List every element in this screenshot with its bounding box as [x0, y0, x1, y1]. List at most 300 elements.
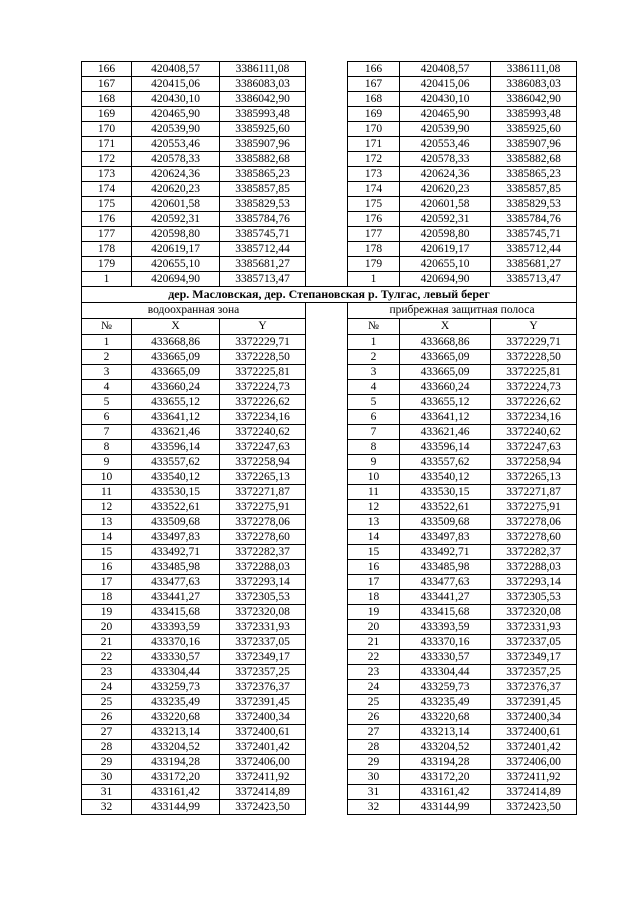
x-coordinate-cell: 433655,12: [400, 395, 491, 410]
gap-cell: [306, 350, 348, 365]
x-coordinate-cell: 433668,86: [132, 335, 220, 350]
point-number-cell: 17: [348, 575, 400, 590]
y-coordinate-cell: 3372423,50: [491, 800, 577, 815]
x-coordinate-cell: 433235,49: [132, 695, 220, 710]
coastal-protection-strip-label: прибрежная защитная полоса: [348, 303, 577, 319]
table-row: [82, 365, 577, 380]
y-coordinate-cell: 3372278,06: [220, 515, 306, 530]
y-coordinate-cell: 3372240,62: [491, 425, 577, 440]
y-coordinate-cell: 3372229,71: [491, 335, 577, 350]
y-coordinate-cell: 3372391,45: [220, 695, 306, 710]
x-coordinate-cell: 433621,46: [132, 425, 220, 440]
table-row: [82, 440, 577, 455]
y-coordinate-cell: 3372247,63: [220, 440, 306, 455]
y-coordinate-cell: 3372400,61: [491, 725, 577, 740]
point-number-cell: 172: [82, 152, 132, 167]
gap-cell: [306, 107, 348, 122]
x-coordinate-cell: 433621,46: [400, 425, 491, 440]
y-coordinate-cell: 3386111,08: [220, 62, 306, 77]
x-coordinate-cell: 420539,90: [400, 122, 491, 137]
point-number-cell: 7: [82, 425, 132, 440]
table-row: [82, 530, 577, 545]
y-coordinate-cell: 3385829,53: [220, 197, 306, 212]
table-row: [82, 227, 577, 242]
x-coordinate-cell: 420694,90: [400, 272, 491, 287]
y-coordinate-cell: 3385907,96: [220, 137, 306, 152]
x-coordinate-cell: 433194,28: [400, 755, 491, 770]
y-coordinate-cell: 3372226,62: [220, 395, 306, 410]
y-coordinate-cell: 3385712,44: [491, 242, 577, 257]
point-number-cell: 11: [82, 485, 132, 500]
gap-cell: [306, 410, 348, 425]
table-row: [82, 620, 577, 635]
table-row: [82, 92, 577, 107]
table-row: [82, 515, 577, 530]
y-coordinate-cell: 3385745,71: [491, 227, 577, 242]
point-number-cell: 27: [82, 725, 132, 740]
point-number-cell: 175: [82, 197, 132, 212]
point-number-cell: 1: [82, 335, 132, 350]
y-coordinate-cell: 3385745,71: [220, 227, 306, 242]
point-number-cell: 176: [348, 212, 400, 227]
table-row: [82, 785, 577, 800]
table-row: [82, 635, 577, 650]
y-coordinate-cell: 3385713,47: [491, 272, 577, 287]
x-coordinate-cell: 433393,59: [132, 620, 220, 635]
x-coordinate-cell: 433540,12: [400, 470, 491, 485]
point-number-cell: 21: [348, 635, 400, 650]
point-number-cell: 10: [82, 470, 132, 485]
table-row: [82, 800, 577, 815]
x-coordinate-cell: 420578,33: [132, 152, 220, 167]
header-number: №: [348, 319, 400, 335]
y-coordinate-cell: 3372357,25: [220, 665, 306, 680]
point-number-cell: 7: [348, 425, 400, 440]
point-number-cell: 177: [348, 227, 400, 242]
point-number-cell: 1: [348, 335, 400, 350]
point-number-cell: 169: [348, 107, 400, 122]
y-coordinate-cell: 3372414,89: [491, 785, 577, 800]
x-coordinate-cell: 433668,86: [400, 335, 491, 350]
point-number-cell: 19: [348, 605, 400, 620]
point-number-cell: 29: [348, 755, 400, 770]
zone-row: [82, 303, 577, 319]
x-coordinate-cell: 433144,99: [400, 800, 491, 815]
point-number-cell: 168: [82, 92, 132, 107]
y-coordinate-cell: 3372305,53: [220, 590, 306, 605]
x-coordinate-cell: 433540,12: [132, 470, 220, 485]
point-number-cell: 13: [82, 515, 132, 530]
gap-cell: [306, 590, 348, 605]
table-row: [82, 242, 577, 257]
table-row: [82, 665, 577, 680]
gap-cell: [306, 440, 348, 455]
table-row: [82, 77, 577, 92]
gap-cell: [306, 740, 348, 755]
point-number-cell: 171: [348, 137, 400, 152]
point-number-cell: 3: [348, 365, 400, 380]
y-coordinate-cell: 3372225,81: [491, 365, 577, 380]
x-coordinate-cell: 433492,71: [400, 545, 491, 560]
point-number-cell: 2: [348, 350, 400, 365]
x-coordinate-cell: 433509,68: [400, 515, 491, 530]
gap-cell: [306, 665, 348, 680]
y-coordinate-cell: 3372278,60: [491, 530, 577, 545]
gap-cell: [306, 455, 348, 470]
y-coordinate-cell: 3385857,85: [491, 182, 577, 197]
point-number-cell: 28: [348, 740, 400, 755]
y-coordinate-cell: 3385882,68: [491, 152, 577, 167]
table-row: [82, 545, 577, 560]
x-coordinate-cell: 433665,09: [132, 365, 220, 380]
x-coordinate-cell: 420553,46: [400, 137, 491, 152]
point-number-cell: 20: [348, 620, 400, 635]
gap-cell: [306, 272, 348, 287]
y-coordinate-cell: 3372240,62: [220, 425, 306, 440]
y-coordinate-cell: 3372349,17: [491, 650, 577, 665]
section-title-row: [82, 287, 577, 303]
point-number-cell: 8: [82, 440, 132, 455]
x-coordinate-cell: 420620,23: [400, 182, 491, 197]
x-coordinate-cell: 433530,15: [132, 485, 220, 500]
point-number-cell: 9: [348, 455, 400, 470]
gap-cell: [306, 695, 348, 710]
x-coordinate-cell: 433497,83: [400, 530, 491, 545]
y-coordinate-cell: 3372423,50: [220, 800, 306, 815]
point-number-cell: 2: [82, 350, 132, 365]
x-coordinate-cell: 433235,49: [400, 695, 491, 710]
y-coordinate-cell: 3372357,25: [491, 665, 577, 680]
header-y: Y: [220, 319, 306, 335]
y-coordinate-cell: 3385712,44: [220, 242, 306, 257]
point-number-cell: 173: [82, 167, 132, 182]
x-coordinate-cell: 433259,73: [132, 680, 220, 695]
gap-cell: [306, 680, 348, 695]
table-row: [82, 62, 577, 77]
point-number-cell: 12: [348, 500, 400, 515]
gap-cell: [306, 197, 348, 212]
table-row: [82, 560, 577, 575]
x-coordinate-cell: 420655,10: [400, 257, 491, 272]
point-number-cell: 170: [82, 122, 132, 137]
x-coordinate-cell: 433415,68: [132, 605, 220, 620]
table-row: [82, 605, 577, 620]
coordinates-table: [81, 61, 577, 815]
point-number-cell: 31: [348, 785, 400, 800]
point-number-cell: 172: [348, 152, 400, 167]
table-row: [82, 455, 577, 470]
point-number-cell: 30: [348, 770, 400, 785]
gap-cell: [306, 227, 348, 242]
x-coordinate-cell: 433492,71: [132, 545, 220, 560]
point-number-cell: 32: [348, 800, 400, 815]
gap-cell: [306, 530, 348, 545]
header-x: X: [132, 319, 220, 335]
table-row: [82, 485, 577, 500]
y-coordinate-cell: 3372414,89: [220, 785, 306, 800]
x-coordinate-cell: 433641,12: [132, 410, 220, 425]
x-coordinate-cell: 433477,63: [400, 575, 491, 590]
table-row: [82, 770, 577, 785]
point-number-cell: 23: [348, 665, 400, 680]
y-coordinate-cell: 3372282,37: [220, 545, 306, 560]
gap-cell: [306, 560, 348, 575]
x-coordinate-cell: 420415,06: [132, 77, 220, 92]
y-coordinate-cell: 3372282,37: [491, 545, 577, 560]
x-coordinate-cell: 433509,68: [132, 515, 220, 530]
point-number-cell: 25: [348, 695, 400, 710]
x-coordinate-cell: 420408,57: [132, 62, 220, 77]
x-coordinate-cell: 433485,98: [400, 560, 491, 575]
point-number-cell: 179: [348, 257, 400, 272]
table-row: [82, 257, 577, 272]
gap-cell: [306, 650, 348, 665]
point-number-cell: 5: [82, 395, 132, 410]
gap-cell: [306, 395, 348, 410]
x-coordinate-cell: 433596,14: [400, 440, 491, 455]
gap-cell: [306, 92, 348, 107]
table-row: [82, 197, 577, 212]
x-coordinate-cell: 433415,68: [400, 605, 491, 620]
y-coordinate-cell: 3372228,50: [491, 350, 577, 365]
y-coordinate-cell: 3372331,93: [491, 620, 577, 635]
point-number-cell: 18: [82, 590, 132, 605]
x-coordinate-cell: 420578,33: [400, 152, 491, 167]
gap-cell: [306, 182, 348, 197]
x-coordinate-cell: 420553,46: [132, 137, 220, 152]
y-coordinate-cell: 3385681,27: [491, 257, 577, 272]
point-number-cell: 22: [82, 650, 132, 665]
gap-cell: [306, 380, 348, 395]
y-coordinate-cell: 3372234,16: [491, 410, 577, 425]
section-a-body: [82, 62, 577, 287]
x-coordinate-cell: 433655,12: [132, 395, 220, 410]
y-coordinate-cell: 3386083,03: [220, 77, 306, 92]
y-coordinate-cell: 3385865,23: [220, 167, 306, 182]
table-row: [82, 650, 577, 665]
point-number-cell: 176: [82, 212, 132, 227]
gap-cell: [306, 152, 348, 167]
gap-cell: [306, 137, 348, 152]
x-coordinate-cell: 420415,06: [400, 77, 491, 92]
y-coordinate-cell: 3372234,16: [220, 410, 306, 425]
x-coordinate-cell: 433330,57: [132, 650, 220, 665]
x-coordinate-cell: 420619,17: [132, 242, 220, 257]
gap-cell: [306, 605, 348, 620]
table-row: [82, 725, 577, 740]
gap-cell: [306, 725, 348, 740]
point-number-cell: 19: [82, 605, 132, 620]
y-coordinate-cell: 3372288,03: [220, 560, 306, 575]
point-number-cell: 15: [82, 545, 132, 560]
table-row: [82, 710, 577, 725]
y-coordinate-cell: 3372331,93: [220, 620, 306, 635]
table-row: [82, 335, 577, 350]
x-coordinate-cell: 433660,24: [400, 380, 491, 395]
y-coordinate-cell: 3385857,85: [220, 182, 306, 197]
point-number-cell: 169: [82, 107, 132, 122]
table-row: [82, 137, 577, 152]
y-coordinate-cell: 3372320,08: [220, 605, 306, 620]
gap-cell: [306, 62, 348, 77]
y-coordinate-cell: 3385713,47: [220, 272, 306, 287]
gap-cell: [306, 545, 348, 560]
x-coordinate-cell: 420655,10: [132, 257, 220, 272]
section-title: дер. Масловская, дер. Степановская р. Тулгас, левый берег: [82, 287, 577, 303]
gap-cell: [306, 470, 348, 485]
y-coordinate-cell: 3372406,00: [220, 755, 306, 770]
point-number-cell: 28: [82, 740, 132, 755]
table-row: [82, 380, 577, 395]
gap-cell: [306, 515, 348, 530]
x-coordinate-cell: 433665,09: [132, 350, 220, 365]
y-coordinate-cell: 3372406,00: [491, 755, 577, 770]
x-coordinate-cell: 433259,73: [400, 680, 491, 695]
x-coordinate-cell: 420408,57: [400, 62, 491, 77]
x-coordinate-cell: 420601,58: [400, 197, 491, 212]
column-header-row: [82, 319, 577, 335]
y-coordinate-cell: 3385925,60: [220, 122, 306, 137]
point-number-cell: 9: [82, 455, 132, 470]
point-number-cell: 26: [82, 710, 132, 725]
point-number-cell: 4: [348, 380, 400, 395]
table-row: [82, 755, 577, 770]
gap-cell: [306, 303, 348, 319]
y-coordinate-cell: 3372337,05: [491, 635, 577, 650]
gap-cell: [306, 485, 348, 500]
x-coordinate-cell: 420592,31: [132, 212, 220, 227]
y-coordinate-cell: 3372411,92: [491, 770, 577, 785]
point-number-cell: 23: [82, 665, 132, 680]
x-coordinate-cell: 420624,36: [400, 167, 491, 182]
point-number-cell: 177: [82, 227, 132, 242]
point-number-cell: 4: [82, 380, 132, 395]
y-coordinate-cell: 3372376,37: [220, 680, 306, 695]
x-coordinate-cell: 433304,44: [400, 665, 491, 680]
table-row: [82, 500, 577, 515]
point-number-cell: 12: [82, 500, 132, 515]
point-number-cell: 178: [348, 242, 400, 257]
point-number-cell: 30: [82, 770, 132, 785]
point-number-cell: 167: [82, 77, 132, 92]
y-coordinate-cell: 3385993,48: [220, 107, 306, 122]
x-coordinate-cell: 433204,52: [400, 740, 491, 755]
table-row: [82, 695, 577, 710]
point-number-cell: 178: [82, 242, 132, 257]
y-coordinate-cell: 3372278,06: [491, 515, 577, 530]
point-number-cell: 170: [348, 122, 400, 137]
x-coordinate-cell: 433393,59: [400, 620, 491, 635]
y-coordinate-cell: 3385784,76: [220, 212, 306, 227]
y-coordinate-cell: 3372376,37: [491, 680, 577, 695]
x-coordinate-cell: 433330,57: [400, 650, 491, 665]
point-number-cell: 174: [348, 182, 400, 197]
gap-cell: [306, 575, 348, 590]
point-number-cell: 32: [82, 800, 132, 815]
x-coordinate-cell: 420624,36: [132, 167, 220, 182]
point-number-cell: 173: [348, 167, 400, 182]
y-coordinate-cell: 3372258,94: [220, 455, 306, 470]
point-number-cell: 14: [348, 530, 400, 545]
y-coordinate-cell: 3372224,73: [491, 380, 577, 395]
table-row: [82, 272, 577, 287]
x-coordinate-cell: 433370,16: [132, 635, 220, 650]
header-number: №: [82, 319, 132, 335]
x-coordinate-cell: 433213,14: [132, 725, 220, 740]
y-coordinate-cell: 3372305,53: [491, 590, 577, 605]
point-number-cell: 16: [348, 560, 400, 575]
y-coordinate-cell: 3372225,81: [220, 365, 306, 380]
x-coordinate-cell: 433497,83: [132, 530, 220, 545]
y-coordinate-cell: 3385681,27: [220, 257, 306, 272]
y-coordinate-cell: 3385882,68: [220, 152, 306, 167]
y-coordinate-cell: 3372349,17: [220, 650, 306, 665]
gap-cell: [306, 122, 348, 137]
y-coordinate-cell: 3372337,05: [220, 635, 306, 650]
point-number-cell: 15: [348, 545, 400, 560]
table-row: [82, 212, 577, 227]
point-number-cell: 175: [348, 197, 400, 212]
y-coordinate-cell: 3372247,63: [491, 440, 577, 455]
x-coordinate-cell: 420465,90: [132, 107, 220, 122]
x-coordinate-cell: 433557,62: [132, 455, 220, 470]
y-coordinate-cell: 3372411,92: [220, 770, 306, 785]
point-number-cell: 29: [82, 755, 132, 770]
gap-cell: [306, 785, 348, 800]
table-row: [82, 575, 577, 590]
point-number-cell: 18: [348, 590, 400, 605]
gap-cell: [306, 500, 348, 515]
water-protection-zone-label: водоохранная зона: [82, 303, 306, 319]
y-coordinate-cell: 3372391,45: [491, 695, 577, 710]
point-number-cell: 3: [82, 365, 132, 380]
x-coordinate-cell: 433194,28: [132, 755, 220, 770]
y-coordinate-cell: 3386042,90: [491, 92, 577, 107]
section-b-head: [82, 287, 577, 335]
table-row: [82, 410, 577, 425]
table-row: [82, 740, 577, 755]
x-coordinate-cell: 433530,15: [400, 485, 491, 500]
gap-cell: [306, 710, 348, 725]
gap-cell: [306, 800, 348, 815]
point-number-cell: 6: [82, 410, 132, 425]
table-row: [82, 680, 577, 695]
y-coordinate-cell: 3372320,08: [491, 605, 577, 620]
x-coordinate-cell: 433441,27: [132, 590, 220, 605]
x-coordinate-cell: 420539,90: [132, 122, 220, 137]
x-coordinate-cell: 433172,20: [132, 770, 220, 785]
point-number-cell: 6: [348, 410, 400, 425]
x-coordinate-cell: 420598,80: [132, 227, 220, 242]
y-coordinate-cell: 3372278,60: [220, 530, 306, 545]
y-coordinate-cell: 3372228,50: [220, 350, 306, 365]
gap-cell: [306, 635, 348, 650]
x-coordinate-cell: 433665,09: [400, 350, 491, 365]
table-row: [82, 152, 577, 167]
point-number-cell: 10: [348, 470, 400, 485]
gap-cell: [306, 620, 348, 635]
point-number-cell: 22: [348, 650, 400, 665]
y-coordinate-cell: 3385907,96: [491, 137, 577, 152]
table-row: [82, 182, 577, 197]
y-coordinate-cell: 3372271,87: [220, 485, 306, 500]
y-coordinate-cell: 3372293,14: [220, 575, 306, 590]
point-number-cell: 167: [348, 77, 400, 92]
y-coordinate-cell: 3372400,34: [220, 710, 306, 725]
y-coordinate-cell: 3372275,91: [220, 500, 306, 515]
gap-cell: [306, 335, 348, 350]
x-coordinate-cell: 433522,61: [132, 500, 220, 515]
